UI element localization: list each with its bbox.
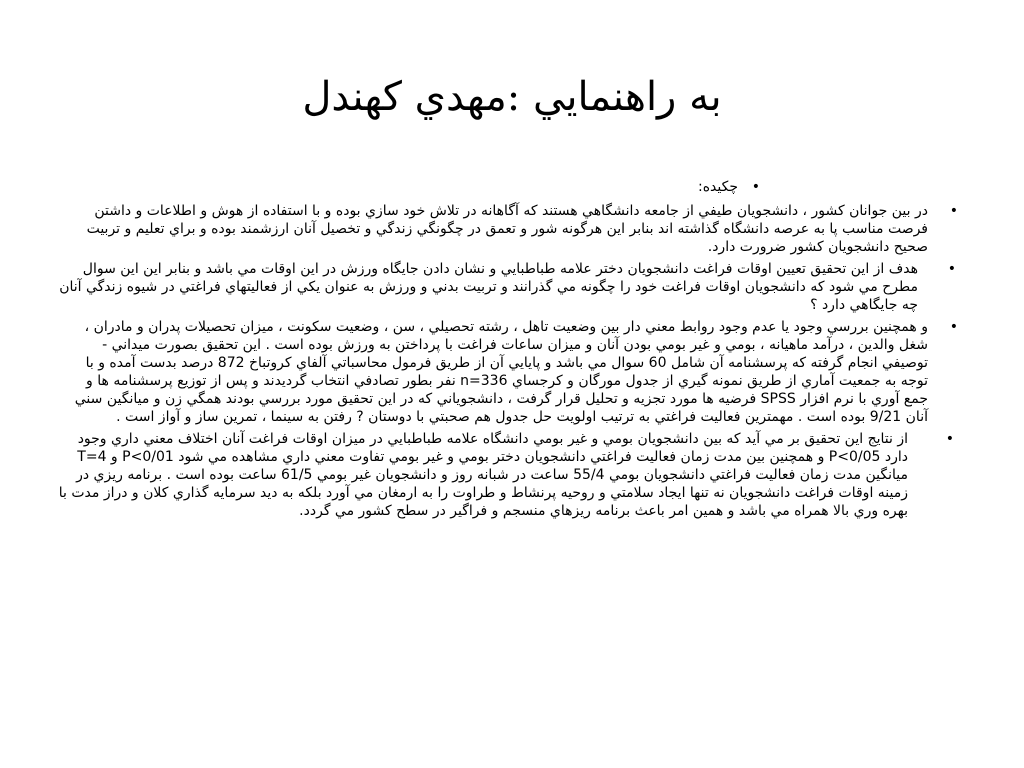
slide-content xyxy=(58,178,958,524)
paragraph-objective: هدف از اين تحقيق تعيين اوقات فراغت دانشجويان دختر علامه طباطبايي و نشان دادن جايگاه ورزش در اين اوقات مي باشد و بنابر اين اين سوال مطرح مي شود كه دانشجويان اوقات فراغت خود را چگونه مي گذرانند و تربيت بدني و ورزش به عنوان يكي از فعاليتهاي فراغتي در شيوه زندگي آنان چه جايگاهي دارد ؟ xyxy=(59,261,918,313)
bullet-icon: • xyxy=(751,179,760,195)
bullet-item-abstract-heading xyxy=(58,178,760,196)
paragraph-method: و همچنين بررسي وجود يا عدم وجود روابط معني دار بين وضعيت تاهل ، رشته تحصيلي ، سن ، وضعيت سكونت ، ميزان تحصيلات پدران و مادران ، شغل والدين ، درآمد ماهيانه ، بومي و غير بومي بودن آنان و ميزان ساعات فراغت با پرداختن به ورزش بوده است . اين تحقيق بصورت ميداني - توصيفي انجام گرفته كه پرسشنامه آن شامل 60 سوال مي باشد و پايايي آن از طريق فرمول محاسباتي آلفاي كروتباخ 872 درصد بدست آمده و با توجه به جمعيت آماري از طريق نمونه گيري از جدول مورگان و كرجساي n=336 نفر بطور تصادفي انتخاب گرديدند و پس از توزيع پرسشنامه ها و جمع آوري با نرم افزار SPSS فرضيه ها مورد تجزيه و تحليل قرار گرفت ، دانشجوياني كه در اين تحقيق مورد بررسي بودند همگي زن و ميانگين سني آنان 9/21 بوده است . مهمترين فعاليت فراغتي به ترتيب اولويت حل جدول هم صحبتي با دوستان ? رفتن به سينما ، تمرين ساز و آواز است . xyxy=(74,319,928,425)
bullet-item-method xyxy=(58,318,958,426)
bullet-icon: • xyxy=(945,431,954,447)
bullet-icon: • xyxy=(947,261,956,277)
abstract-heading: چكيده: xyxy=(697,179,738,195)
bullet-item-objective xyxy=(58,260,956,314)
bullet-icon: • xyxy=(949,319,958,335)
paragraph-introduction: در بين جوانان كشور ، دانشجويان طيفي از جامعه دانشگاهي هستند كه آگاهانه در تلاش خود سازي بوده و با استفاده از هوش و اطلاعات و داشتن فرصت مناسب پا به عرصه دانشگاه گذاشته اند بنابر اين هرگونه شور و تعمق در چگونگي زندگي و تخصيل آنان ارزشمند بوده و براي تعليم و تربيت صحيح دانشجويان كشور ضرورت دارد. xyxy=(86,203,928,255)
bullet-icon: • xyxy=(949,203,958,219)
slide-title: به راهنمايي :مهدي كهندل xyxy=(302,74,722,120)
bullet-item-results xyxy=(58,430,954,520)
paragraph-results: از نتايج اين تحقيق بر مي آيد كه بين دانشجويان بومي و غير بومي دانشگاه علامه طباطبايي در ميزان اوقات فراغت آنان اختلاف معني داري وجود دارد P<0/05 و همچنين بين مدت زمان فعاليت فراغتي دانشجويان دختر بومي و غير بومي تفاوت معني داري مشاهده مي شود P<0/01 و T=4 ميانگين مدت زمان فعاليت فراغتي دانشجويان بومي 55/4 ساعت در شبانه روز و دانشجويان غير بومي 61/5 ساعت بوده است . برنامه ريزي در زمينه اوقات فراغت دانشجويان نه تنها ايجاد سلامتي و روحيه پرنشاط و طراوت را به ارمغان مي آورد بلكه به ديد سرمايه گذاري كلان و دراز مدت با بهره وري بالا همراه مي باشد و همين امر باعث برنامه ريزهاي منسجم و فراگير در سطح كشور مي گردد. xyxy=(58,431,908,519)
bullet-item-introduction xyxy=(58,202,958,256)
